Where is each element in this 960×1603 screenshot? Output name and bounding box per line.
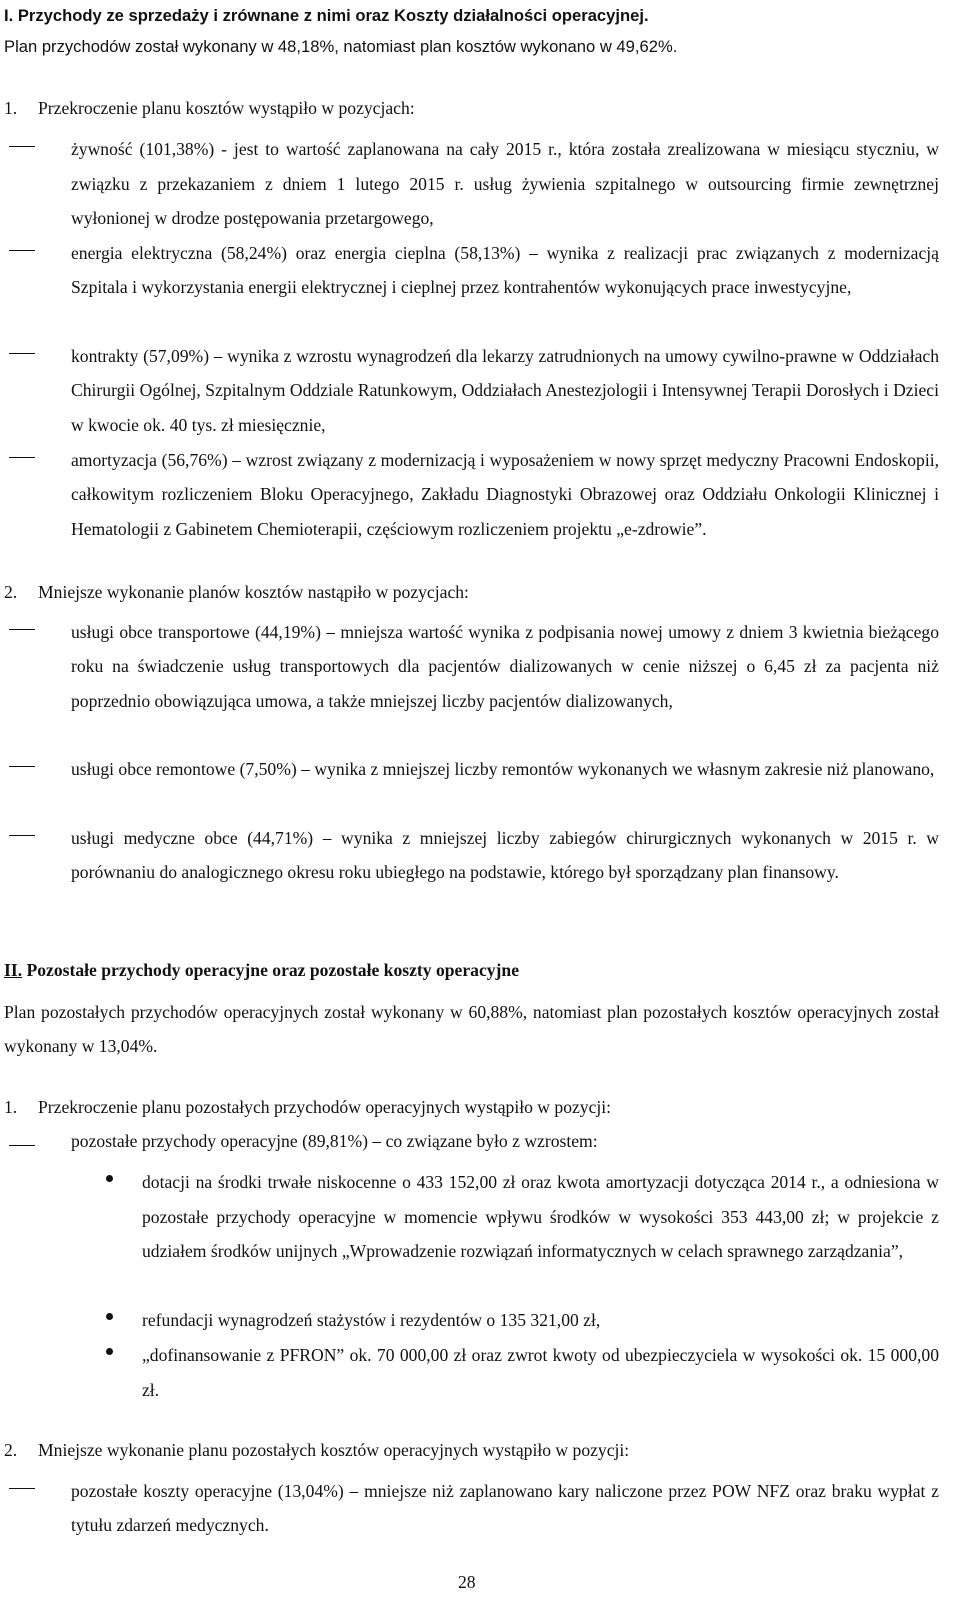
section-1-header — [4, 0, 934, 62]
bullet-item: refundacji wynagrodzeń stażystów i rezydentów o 135 321,00 zł, — [142, 1310, 601, 1330]
section-2-point-2-number: 2. — [4, 1440, 18, 1460]
dash-marker — [9, 629, 35, 630]
section-1-point-2-heading: Mniejsze wykonanie planów kosztów nastąpiło w pozycjach: — [38, 582, 469, 602]
dash-marker — [9, 835, 35, 836]
page-number: 28 — [458, 1572, 476, 1592]
bullet-item: dotacji na środki trwałe niskocenne o 433 152,00 zł oraz kwota amortyzacji dotycząca 2014 r., a odniesiona w pozostałe przychody operacyjne w momencie wpływu środków w wysokości 353 443,00 zł; w projekcie z udziałem środków unijnych „Wprowadzenie rozwiązań informatycznych w celach sprawnego zarządzania”, — [142, 1172, 939, 1262]
section-2-point-1-number: 1. — [4, 1097, 18, 1117]
dash-marker — [9, 1488, 35, 1489]
list-item: żywność (101,38%) - jest to wartość zaplanowana na cały 2015 r., która została zrealizowana w miesiącu styczniu, w związku z przekazaniem z dniem 1 lutego 2015 r. usług żywienia szpitalnego w outsourcing firmie zewnętrznej wyłonionej w drodze postępowania przetargowego, — [71, 139, 939, 229]
section-2-title — [4, 960, 519, 981]
section-1-summary: Plan przychodów został wykonany w 48,18%, natomiast plan kosztów wykonano w 49,62%. — [4, 37, 678, 56]
list-item: amortyzacja (56,76%) ⎯ wzrost związany z modernizacją i wyposażeniem w nowy sprzęt medyczny Pracowni Endoskopii, całkowitym rozliczeniem Bloku Operacyjnego, Zakładu Diagnostyki Obrazowej oraz Oddziału Onkologii Klinicznej i Hematologii z Gabinetem Chemioterapii, częściowym rozliczeniem projektu „e-zdrowie”. — [71, 450, 939, 539]
bullet-item: „dofinansowanie z PFRON” ok. 70 000,00 zł oraz zwrot kwoty od ubezpieczyciela w wysokości ok. 15 000,00 zł. — [142, 1345, 939, 1400]
list-item: kontrakty (57,09%) ⎯ wynika z wzrostu wynagrodzeń dla lekarzy zatrudnionych na umowy cywilno-prawne w Oddziałach Chirurgii Ogólnej, Szpitalnym Oddziale Ratunkowym, Oddziałach Anestezjologii i Intensywnej Terapii Dorosłych i Dzieci w kwocie ok. 40 tys. zł miesięcznie, — [71, 346, 939, 435]
section-1-point-1-heading: Przekroczenie planu kosztów wystąpiło w pozycjach: — [38, 98, 415, 118]
dash-marker — [9, 250, 35, 251]
dash-marker — [9, 353, 35, 354]
dash-marker — [9, 457, 35, 458]
dash-marker — [9, 146, 35, 147]
section-2-title-text: Pozostałe przychody operacyjne oraz pozostałe koszty operacyjne — [26, 960, 520, 980]
list-item: usługi obce remontowe (7,50%) ⎯ wynika z mniejszej liczby remontów wykonanych we własnym zakresie niż planowano, — [71, 759, 935, 779]
bullet-marker — [106, 1313, 113, 1320]
list-item: pozostałe przychody operacyjne (89,81%) ⎯ co związane było z wzrostem: — [71, 1131, 598, 1151]
section-2-title-prefix: II. — [4, 960, 23, 980]
section-2-summary: Plan pozostałych przychodów operacyjnych został wykonany w 60,88%, natomiast plan pozostałych kosztów operacyjnych został wykonany w 13,04%. — [4, 1002, 939, 1056]
bullet-marker — [106, 1175, 113, 1182]
section-1-point-1-number: 1. — [4, 98, 18, 118]
section-2-point-1-heading: Przekroczenie planu pozostałych przychodów operacyjnych wystąpiło w pozycji: — [38, 1097, 612, 1117]
list-item: pozostałe koszty operacyjne (13,04%) ⎯ mniejsze niż zaplanowano kary naliczone przez POW NFZ oraz braku wypłat z tytułu zdarzeń medycznych. — [71, 1481, 939, 1536]
section-1-title: I. Przychody ze sprzedaży i zrównane z nimi oraz Koszty działalności operacyjnej. — [4, 6, 649, 25]
bullet-marker — [106, 1348, 113, 1355]
dash-marker — [9, 766, 35, 767]
list-item: energia elektryczna (58,24%) oraz energia cieplna (58,13%) ⎯ wynika z realizacji prac związanych z modernizacją Szpitala i wykorzystania energii elektrycznej i cieplnej przez kontrahentów wykonujących prace inwestycyjne, — [71, 243, 939, 298]
list-item: usługi obce transportowe (44,19%) ⎯ mniejsza wartość wynika z podpisania nowej umowy z dniem 3 kwietnia bieżącego roku na świadczenie usług transportowych dla pacjentów dializowanych w cenie niższej o 6,45 zł za pacjenta niż poprzednio obowiązująca umowa, a także mniejszej liczby pacjentów dializowanych, — [71, 622, 939, 711]
list-item: usługi medyczne obce (44,71%) ⎯ wynika z mniejszej liczby zabiegów chirurgicznych wykonanych w 2015 r. w porównaniu do analogicznego okresu roku ubiegłego na podstawie, którego był sporządzany plan finansowy. — [71, 828, 939, 883]
section-2-point-2-heading: Mniejsze wykonanie planu pozostałych kosztów operacyjnych wystąpiło w pozycji: — [38, 1440, 630, 1460]
dash-marker — [9, 1145, 35, 1146]
section-1-point-2-number: 2. — [4, 582, 18, 602]
